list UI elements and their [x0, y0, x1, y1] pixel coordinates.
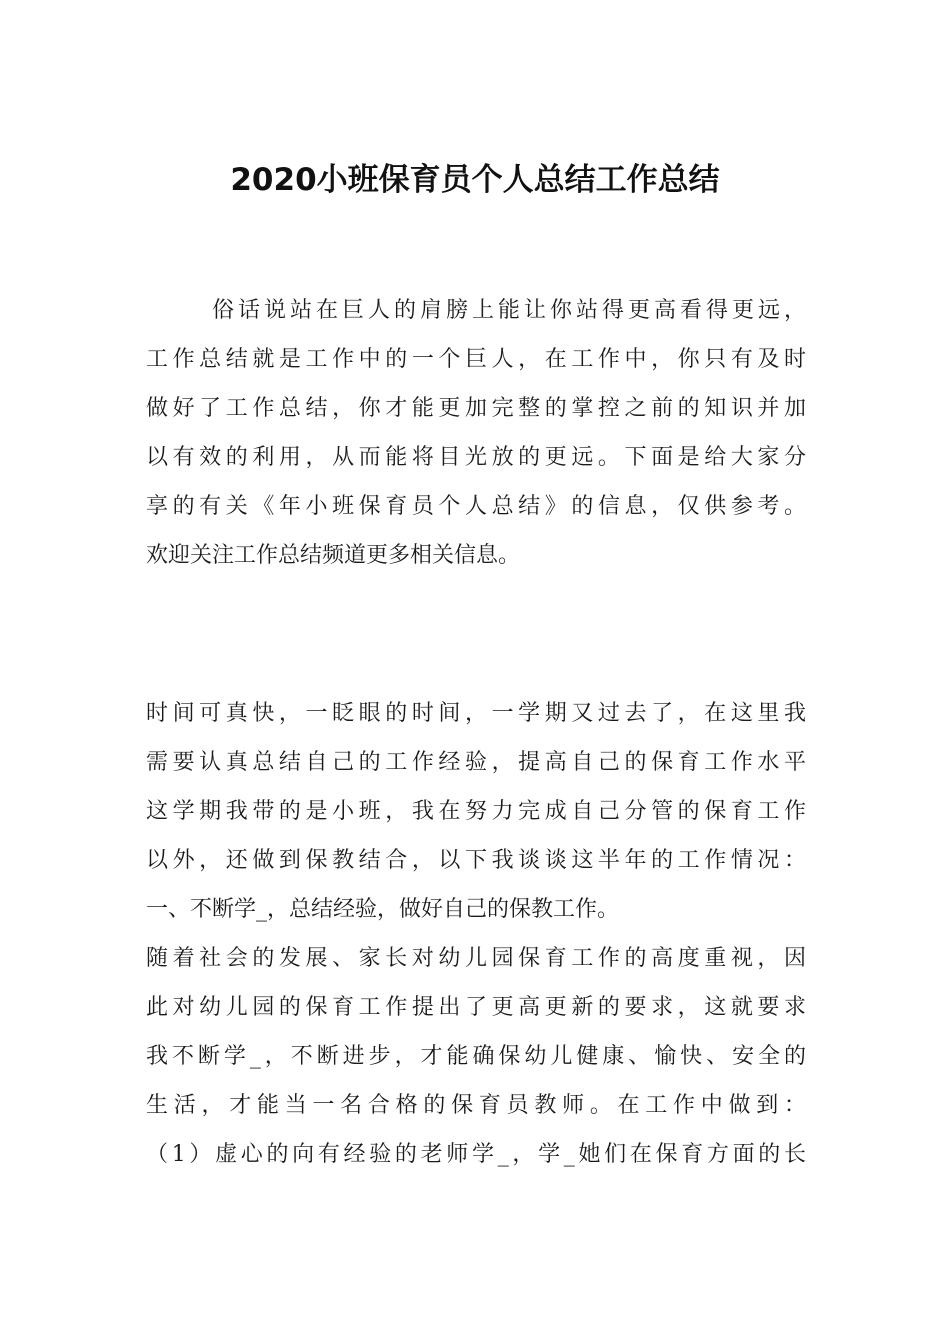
body-line: 生活，才能当一名合格的保育员教师。在工作中做到：	[146, 1093, 806, 1118]
body-line: 这学期我带的是小班，我在努力完成自己分管的保育工作	[146, 799, 806, 824]
body-line: 随着社会的发展、家长对幼儿园保育工作的高度重视，因	[146, 946, 806, 971]
body-line: 需要认真总结自己的工作经验，提高自己的保育工作水平	[146, 750, 806, 775]
intro-line: 俗话说站在巨人的肩膀上能让你站得更高看得更远，	[212, 298, 806, 323]
document-title: 2020小班保育员个人总结工作总结	[230, 162, 720, 198]
body-line: 时间可真快，一眨眼的时间，一学期又过去了，在这里我	[146, 701, 806, 726]
body-text	[146, 689, 806, 1179]
intro-line: 工作总结就是工作中的一个巨人，在工作中，你只有及时	[146, 347, 806, 372]
body-line: 我不断学_，不断进步，才能确保幼儿健康、愉快、安全的	[146, 1044, 806, 1069]
section-heading: 一、不断学_，总结经验，做好自己的保教工作。	[146, 897, 620, 922]
intro-line: 享的有关《年小班保育员个人总结》的信息，仅供参考。	[146, 494, 806, 519]
intro-line: 做好了工作总结，你才能更加完整的掌控之前的知识并加	[146, 396, 806, 421]
intro-paragraph	[146, 286, 806, 580]
body-line: 此对幼儿园的保育工作提出了更高更新的要求，这就要求	[146, 995, 806, 1020]
body-line: 以外，还做到保教结合，以下我谈谈这半年的工作情况：	[146, 848, 806, 873]
body-line: （1）虚心的向有经验的老师学_，学_她们在保育方面的长	[146, 1142, 806, 1167]
intro-line: 以有效的利用，从而能将目光放的更远。下面是给大家分	[146, 445, 806, 470]
intro-line: 欢迎关注工作总结频道更多相关信息。	[146, 543, 521, 568]
